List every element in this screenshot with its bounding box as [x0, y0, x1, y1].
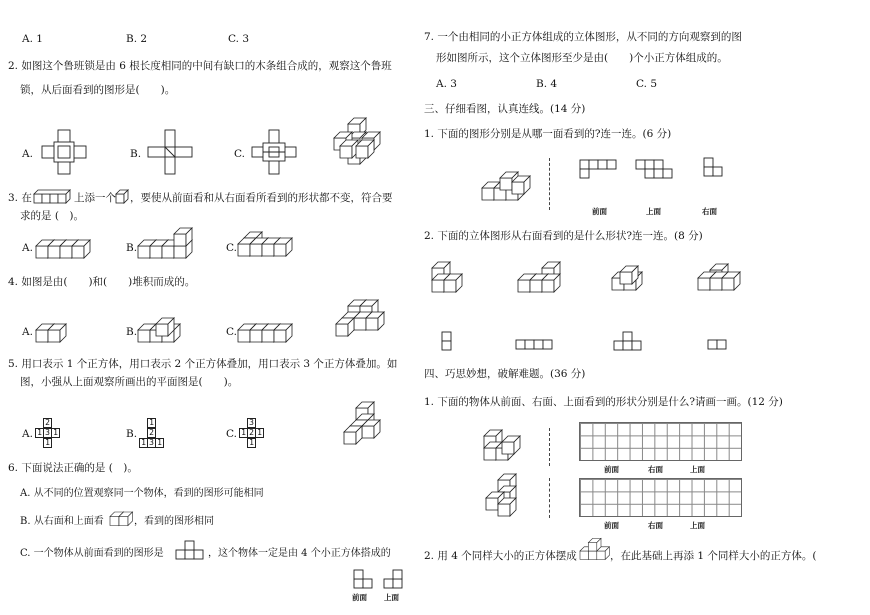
sec3-divider-1 — [549, 158, 550, 210]
q3-text-line2: 求的是 ( )。 — [20, 210, 85, 222]
sec4-drawing-grid-1[interactable] — [579, 422, 742, 461]
sec4-grid2-caption-right: 右面 — [648, 521, 663, 530]
sec4-grid2-caption-front: 前面 — [604, 521, 619, 530]
sec3-q2-solid-4 — [698, 264, 742, 290]
q6-view-top — [384, 570, 406, 590]
q4-option-a[interactable]: A. — [22, 326, 33, 338]
q6-view-front — [354, 570, 376, 590]
section4-q2-text-post: ，在此基础上再添 1 个同样大小的正方体。( — [610, 550, 817, 562]
sec3-q2-view-3 — [614, 332, 644, 352]
q3-text-line1-pre: 3. 在 — [8, 192, 32, 204]
q5-stack-figure — [344, 402, 384, 444]
sec3-q2-view-4 — [708, 340, 728, 352]
q5-option-b[interactable]: B. — [126, 428, 138, 440]
q3-option-c[interactable]: C. — [226, 242, 237, 254]
sec4-q2-inline-figure — [580, 544, 608, 566]
section3-q1-text: 1. 下面的图形分别是从哪一面看到的?连一连。(6 分) — [424, 128, 672, 140]
q2-text-line1: 2. 如图这个鲁班锁是由 6 根长度相同的中间有缺口的木条组合成的，观察这个鲁班 — [8, 60, 392, 72]
q3-option-a[interactable]: A. — [22, 242, 33, 254]
q2-option-c[interactable]: C. — [234, 148, 245, 160]
sec4-divider-2 — [549, 478, 550, 518]
q4-option-b-figure — [138, 318, 188, 342]
q6-text-line1: 6. 下面说法正确的是 ( )。 — [8, 462, 138, 474]
q5-option-c[interactable]: C. — [226, 428, 237, 440]
q2-option-a-figure — [40, 128, 90, 178]
q5-option-a[interactable]: A. — [22, 428, 33, 440]
q3-text-line1-post: ，要使从前面看和从右面看所看到的形状都不变，符合要 — [130, 192, 393, 204]
q4-option-c-figure — [238, 320, 298, 342]
q1-option-b[interactable]: B. 2 — [126, 33, 148, 45]
q2-text-line2: 锁，从后面看到的图形是( )。 — [20, 84, 176, 96]
q3-option-b-figure — [138, 228, 198, 260]
q2-option-b-figure — [146, 128, 196, 178]
q4-option-b[interactable]: B. — [126, 326, 138, 338]
section4-q2-text-pre: 2. 用 4 个同样大小的正方体摆成 — [424, 550, 577, 562]
q3-inline-cubes — [34, 190, 74, 204]
q6-option-b-post: ，看到的图形相同 — [134, 516, 214, 527]
q6-option-a[interactable]: A. 从不同的位置观察同一个物体，看到的图形可能相同 — [20, 488, 264, 499]
q6-caption-top: 上面 — [384, 593, 399, 602]
sec3-caption-front: 前面 — [592, 207, 607, 216]
q4-option-a-figure — [36, 320, 76, 342]
sec4-drawing-grid-2[interactable] — [579, 478, 742, 517]
q3-text-line1-mid: 上添一个 — [74, 192, 116, 204]
section4-title: 四、巧思妙想，破解难题。(36 分) — [424, 368, 586, 380]
section3-title: 三、仔细看图，认真连线。(14 分) — [424, 103, 586, 115]
sec3-q1-solid — [482, 172, 542, 202]
q7-text-line2: 形如图所示，这个立体图形至少是由( )个小正方体组成的。 — [436, 52, 728, 64]
sec4-grid1-caption-front: 前面 — [604, 465, 619, 474]
q4-stack-figure — [336, 300, 384, 336]
section4-q1-text: 1. 下面的物体从前面、右面、上面看到的形状分别是什么?请画一画。(12 分) — [424, 396, 783, 408]
q1-option-a[interactable]: A. 1 — [22, 33, 43, 45]
q7-option-a[interactable]: A. 3 — [436, 78, 457, 90]
q5-text-line1: 5. 用口表示 1 个正方体，用口表示 2 个正方体叠加，用口表示 3 个正方体叠加。如 — [8, 358, 398, 370]
q7-option-b[interactable]: B. 4 — [536, 78, 558, 90]
sec3-caption-right: 右面 — [702, 207, 717, 216]
sec4-grid1-caption-right: 右面 — [648, 465, 663, 474]
q6-caption-front: 前面 — [352, 593, 367, 602]
q3-option-a-figure — [36, 236, 96, 258]
sec3-caption-top: 上面 — [646, 207, 661, 216]
sec4-grid1-caption-top: 上面 — [690, 465, 705, 474]
sec4-divider-1 — [549, 428, 550, 466]
q5-option-b-grid: 1 2 1 3 1 — [140, 418, 164, 448]
sec3-q2-solid-2 — [518, 262, 558, 292]
sec4-q1-solid-1 — [484, 430, 524, 464]
q6-option-c-front-shape — [176, 542, 208, 562]
q3-option-b[interactable]: B. — [126, 242, 138, 254]
q1-option-c[interactable]: C. 3 — [228, 33, 250, 45]
sec3-view-front — [580, 160, 620, 184]
q4-text-line1: 4. 如图是由( )和( )堆积而成的。 — [8, 276, 196, 288]
section3-q2-text: 2. 下面的立体图形从右面看到的是什么形状?连一连。(8 分) — [424, 230, 703, 242]
q6-option-c-pre[interactable]: C. 一个物体从前面看到的图形是 — [20, 548, 164, 559]
q6-option-c-post: ，这个物体一定是由 4 个小正方体搭成的 — [208, 548, 391, 559]
sec3-q2-solid-1 — [432, 262, 472, 292]
q4-option-c[interactable]: C. — [226, 326, 237, 338]
sec3-view-top — [636, 160, 676, 184]
q5-option-c-grid: 3 1 2 1 1 — [240, 418, 264, 448]
q2-option-b[interactable]: B. — [130, 148, 142, 160]
q5-text-line2: 图，小强从上面观察所画出的平面图是( )。 — [20, 376, 239, 388]
sec3-q2-view-2 — [516, 340, 556, 352]
q2-option-a[interactable]: A. — [22, 148, 33, 160]
q7-option-c[interactable]: C. 5 — [636, 78, 658, 90]
q3-inline-single-cube — [116, 190, 130, 204]
q2-option-c-figure — [250, 128, 300, 178]
q6-option-b-pre[interactable]: B. 从右面和上面看 — [20, 516, 104, 527]
q3-option-c-figure — [238, 232, 298, 260]
luban-lock-figure — [330, 118, 390, 166]
sec4-grid2-caption-top: 上面 — [690, 521, 705, 530]
sec3-view-right — [704, 158, 728, 182]
sec4-q1-solid-2 — [486, 474, 526, 518]
q5-option-a-grid: 2 1 3 1 1 — [36, 418, 60, 448]
sec3-q2-view-1 — [442, 332, 454, 352]
sec3-q2-solid-3 — [612, 266, 652, 290]
q7-text-line1: 7. 一个由相同的小正方体组成的立体图形，从不同的方向观察到的图 — [424, 31, 742, 43]
q6-option-b-figure — [110, 512, 136, 528]
